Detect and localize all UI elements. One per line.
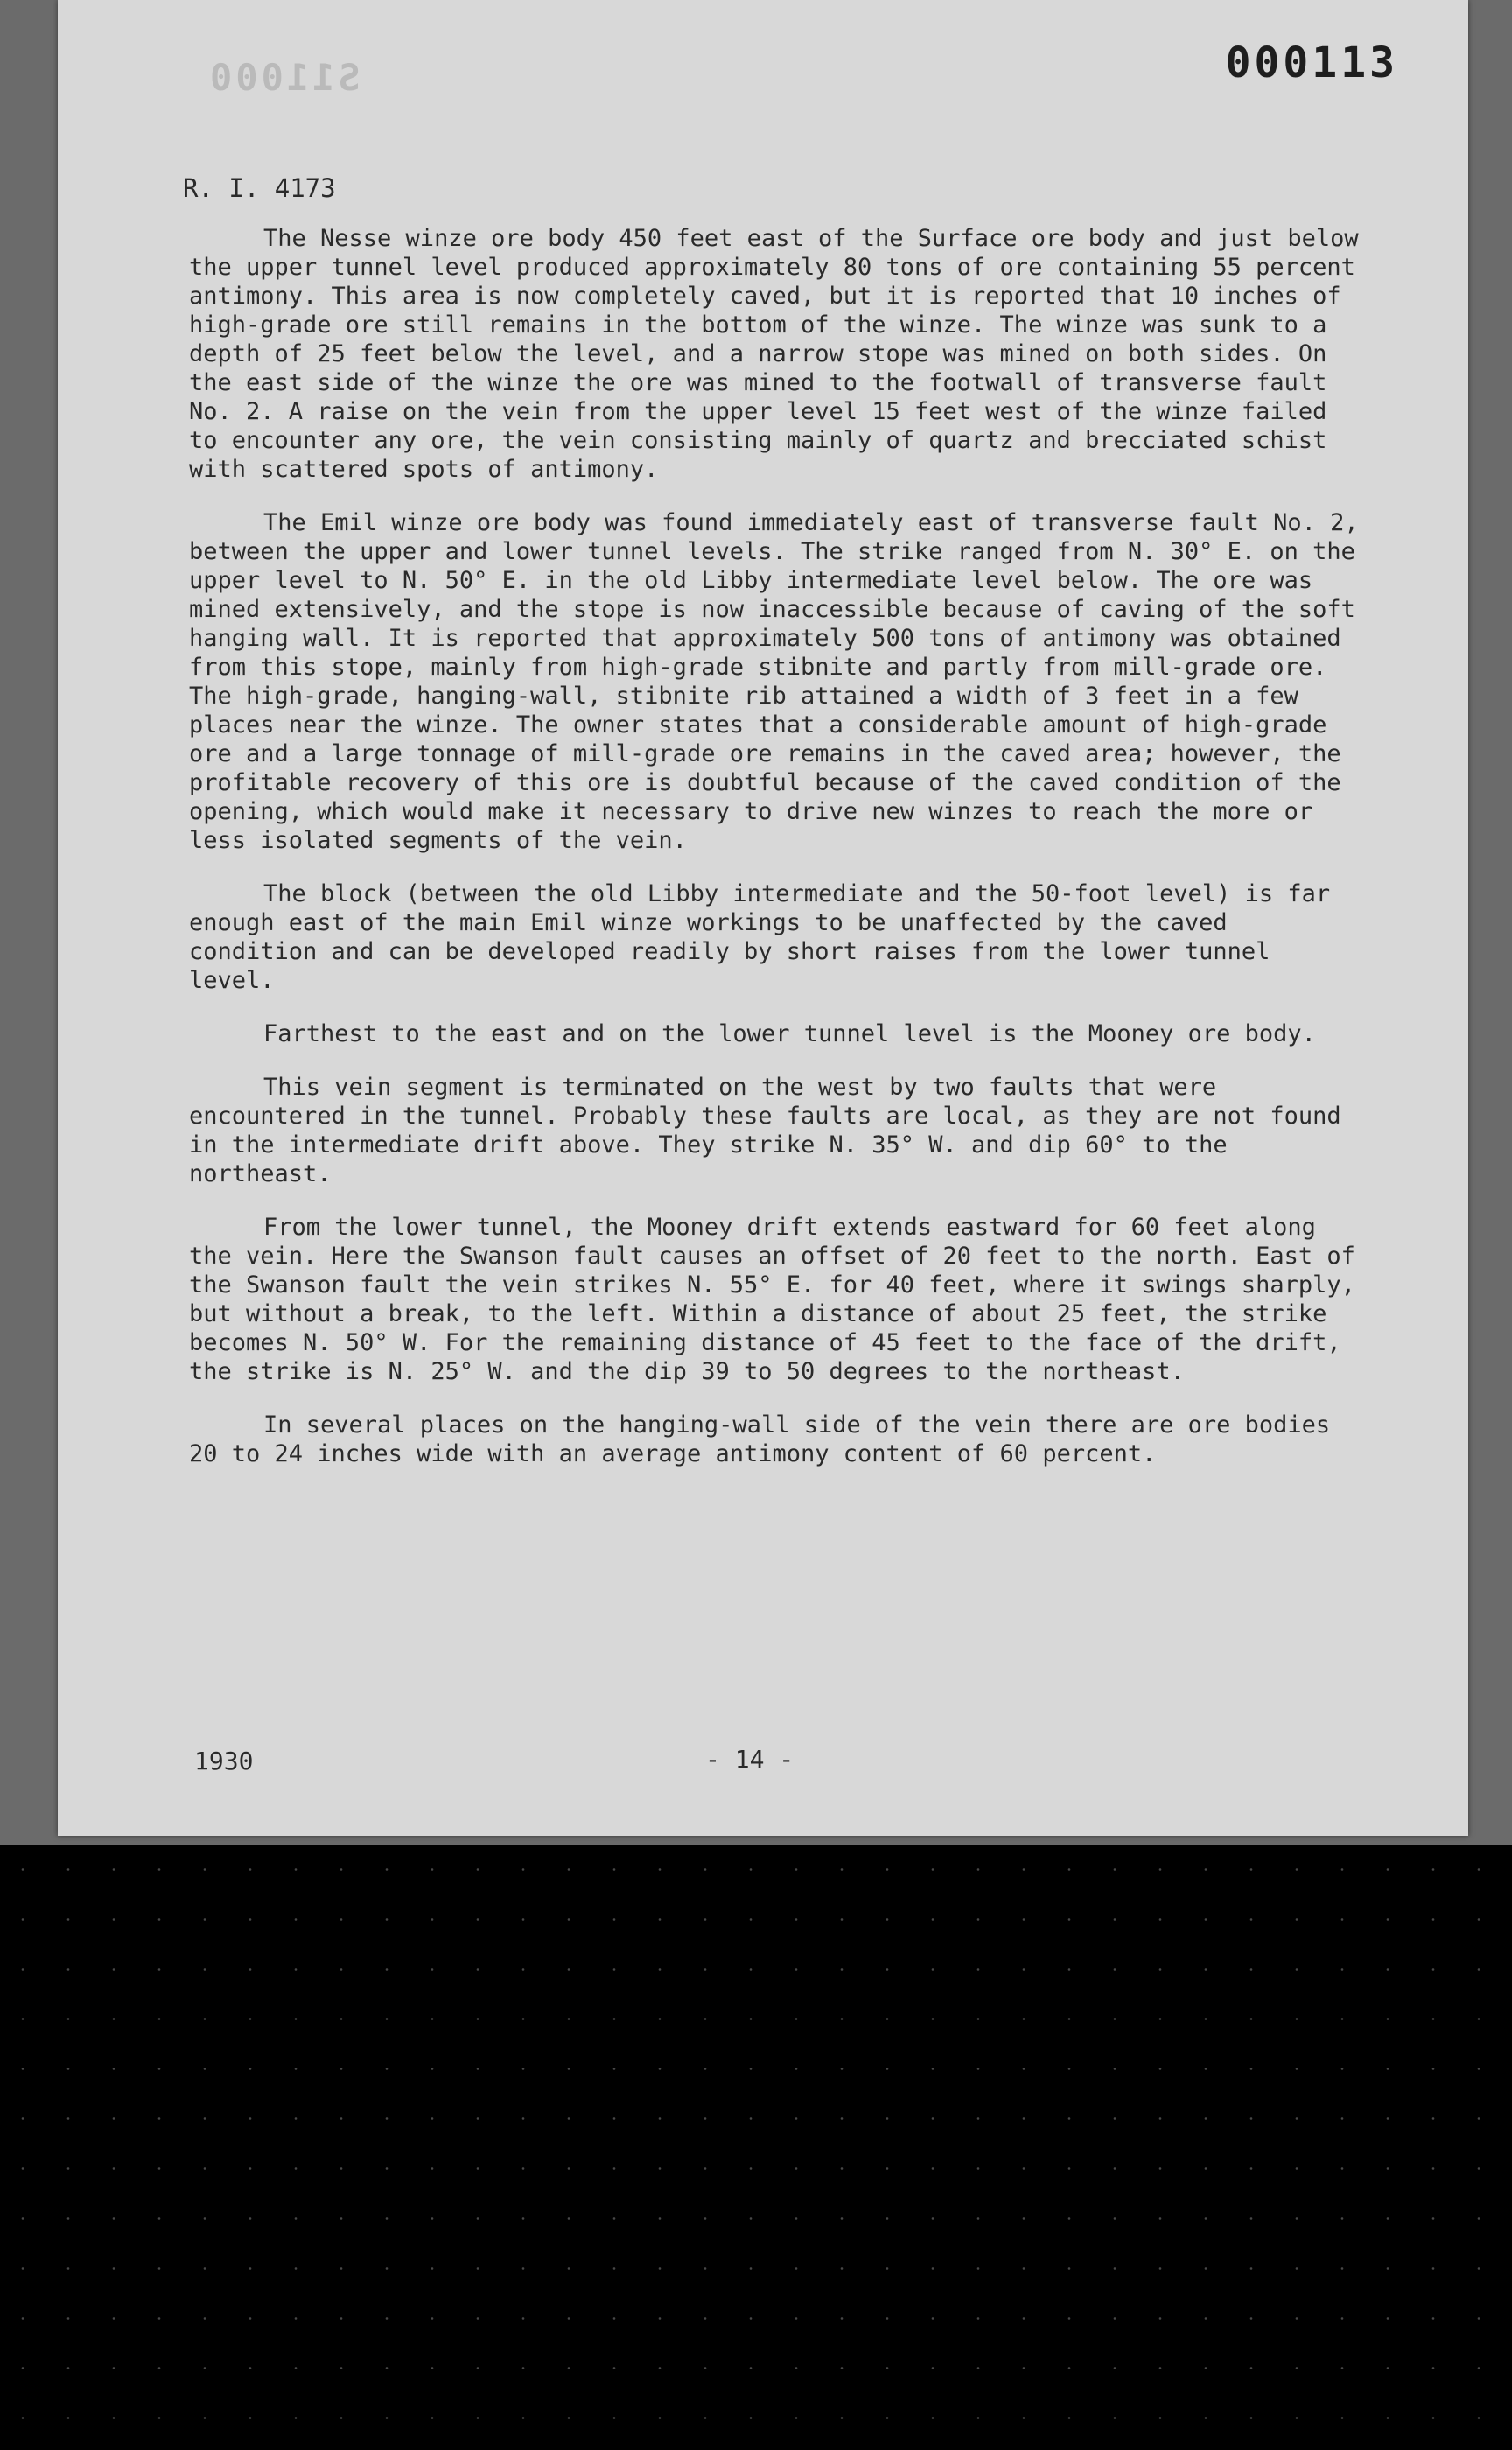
paragraph-nesse-winze: The Nesse winze ore body 450 feet east of the Surface ore body and just below the upper tunnel level produced approximately 80 tons of ore containing 55 percent antimony. This area is now completely caved, but it is reported that 10 inches of high-grade ore still remains in the bottom of the winze. The winze was sunk to a depth of 25 feet below the level, and a narrow stope was mined on both sides. On the east side of the winze the ore was mined to the footwall of transverse fault No. 2. A raise on the vein from the upper level 15 feet west of the winze failed to encounter any ore, the vein consisting mainly of quartz and brecciated schist with scattered spots of antimony. — [189, 225, 1359, 483]
footer-year: 1930 — [194, 1746, 254, 1775]
report-number: R. I. 4173 — [183, 173, 336, 203]
paragraph-mooney-ore-body: Farthest to the east and on the lower tunnel level is the Mooney ore body. — [263, 1020, 1316, 1047]
faint-stamp-number: S11000 — [206, 56, 360, 99]
page-number: - 14 - — [705, 1745, 794, 1774]
document-stamp-number: 000113 — [1225, 38, 1398, 88]
document-page — [58, 0, 1468, 1836]
body-text — [189, 224, 1362, 1493]
paragraph-emil-winze: The Emil winze ore body was found immediately east of transverse fault No. 2, between the upper and lower tunnel levels. The strike ranged from N. 30° E. on the upper level to N. 50° E. in the old Libby intermediate level below. The ore was mined extensively, and the stope is now inaccessible because of caving of the soft hanging wall. It is reported that approximately 500 tons of antimony was obtained from this stope, mainly from high-grade stibnite and partly from mill-grade ore. The high-grade, hanging-wall, stibnite rib attained a width of 3 feet in a few places near the winze. The owner states that a considerable amount of high-grade ore and a large tonnage of mill-grade ore remains in the caved area; however, the profitable recovery of this ore is doubtful because of the caved condition of the opening, which would make it necessary to drive new winzes to reach the more or less isolated segments of the vein. — [189, 509, 1359, 854]
black-dotted-area — [0, 1844, 1512, 2450]
paragraph-hanging-wall: In several places on the hanging-wall side of the vein there are ore bodies 20 to 24 inches wide with an average antimony content of 60 percent. — [189, 1411, 1331, 1467]
paragraph-vein-segment: This vein segment is terminated on the west by two faults that were encountered in the tunnel. Probably these faults are local, as they are not found in the intermediate drift above. They strike N. 35° W. and dip 60° to the northeast. — [189, 1074, 1341, 1187]
paragraph-mooney-drift: From the lower tunnel, the Mooney drift extends eastward for 60 feet along the vein. Here the Swanson fault causes an offset of 20 feet to the north. East of the Swanson fault the vein strikes N. 55° E. for 40 feet, where it swings sharply, but without a break, to the left. Within a distance of about 25 feet, the strike becomes N. 50° W. For the remaining distance of 45 feet to the face of the drift, the strike is N. 25° W. and the dip 39 to 50 degrees to the northeast. — [189, 1214, 1355, 1385]
paragraph-block: The block (between the old Libby intermediate and the 50-foot level) is far enough east of the main Emil winze workings to be unaffected by the caved condition and can be developed readily by short raises from the lower tunnel level. — [189, 880, 1331, 994]
